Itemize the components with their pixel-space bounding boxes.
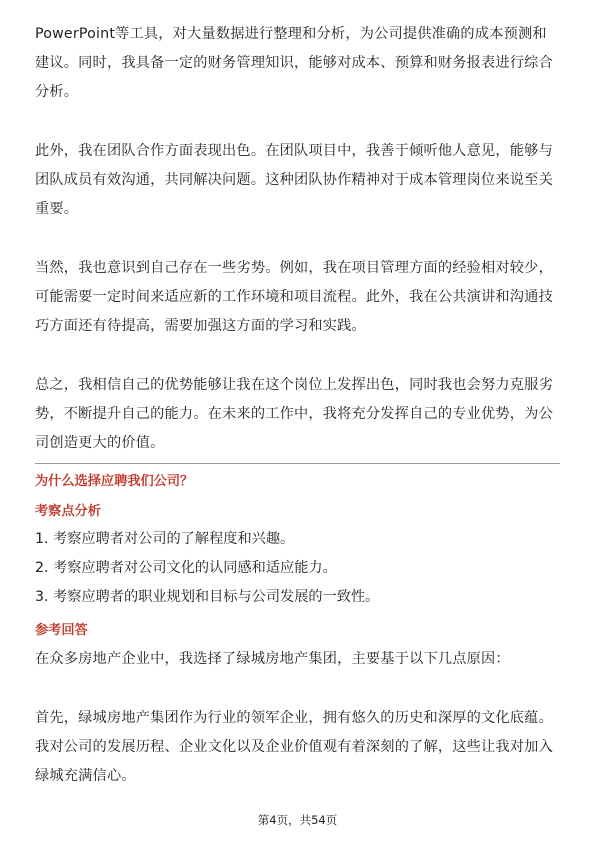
answer-paragraph: 首先，绿城房地产集团作为行业的领军企业，拥有悠久的历史和深厚的文化底蕴。我对公司的发展历程、企业文化以及企业价值观有着深刻的了解，这些让我对加入绿城充满信心。 xyxy=(35,710,553,784)
question-heading: 为什么选择应聘我们公司？ xyxy=(35,474,194,489)
paragraph-skills: PowerPoint等工具，对大量数据进行整理和分析，为公司提供准确的成本预测和建议。同时，我具备一定的财务管理知识，能够对成本、预算和财务报表进行综合分析。 xyxy=(35,26,553,100)
section-divider xyxy=(35,463,560,464)
analysis-item: 2. 考察应聘者对公司文化的认同感和适应能力。 xyxy=(35,560,337,576)
page-number: 第4页，共54页 xyxy=(257,813,338,827)
analysis-heading: 考察点分析 xyxy=(35,504,101,519)
document-page xyxy=(35,0,560,842)
analysis-item: 1. 考察应聘者对公司的了解程度和兴趣。 xyxy=(35,531,295,547)
answer-heading: 参考回答 xyxy=(35,623,88,638)
answer-intro: 在众多房地产企业中，我选择了绿城房地产集团，主要基于以下几点原因： xyxy=(35,651,510,667)
paragraph-teamwork: 此外，我在团队合作方面表现出色。在团队项目中，我善于倾听他人意见，能够与团队成员有效沟通，共同解决问题。这种团队协作精神对于成本管理岗位来说至关重要。 xyxy=(35,143,553,217)
paragraph-conclusion: 总之，我相信自己的优势能够让我在这个岗位上发挥出色，同时我也会努力克服劣势，不断提升自己的能力。在未来的工作中，我将充分发挥自己的专业优势，为公司创造更大的价值。 xyxy=(35,377,553,451)
paragraph-weaknesses: 当然，我也意识到自己存在一些劣势。例如，我在项目管理方面的经验相对较少，可能需要一定时间来适应新的工作环境和项目流程。此外，我在公共演讲和沟通技巧方面还有待提高，需要加强这方面的学习和实践。 xyxy=(35,260,553,334)
analysis-item: 3. 考察应聘者的职业规划和目标与公司发展的一致性。 xyxy=(35,589,380,605)
